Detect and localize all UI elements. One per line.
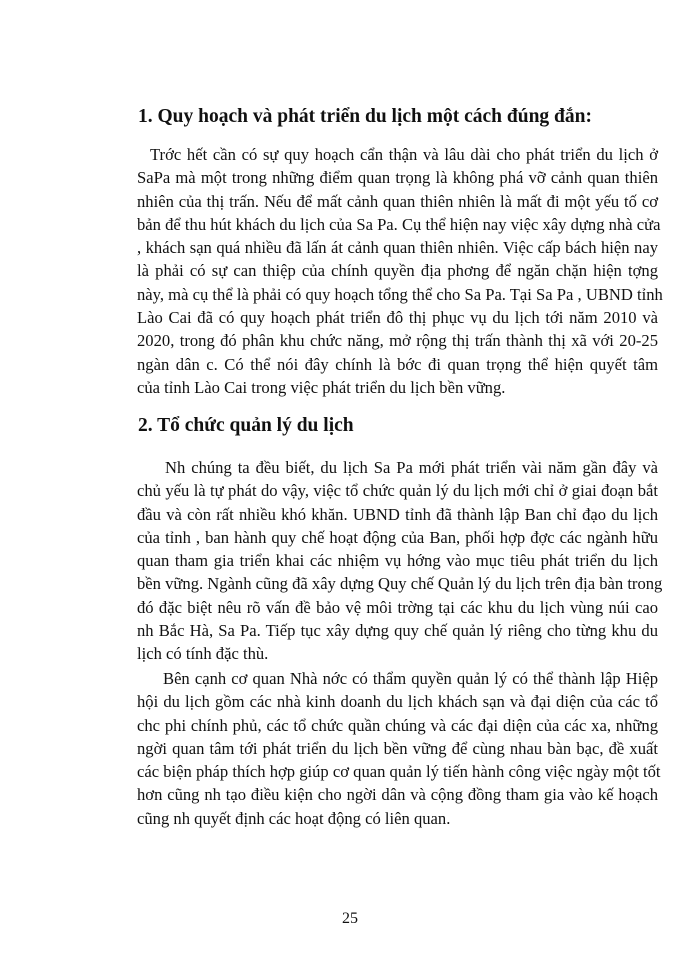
text-line: SaPa mà một trong những điểm quan trọng là không phá vỡ cảnh quan thiên [137, 168, 658, 188]
page-number: 25 [342, 910, 358, 927]
text-line: của tỉnh Lào Cai trong việc phát triển du lịch bền vững. [137, 377, 506, 397]
text-line: đầu và còn rất nhiều khó khăn. UBND tỉnh đã thành lập Ban chỉ đạo du lịch [137, 504, 658, 524]
text-line: chc phi chính phủ, các tổ chức quần chúng và các đại diện của các xa, những [137, 715, 658, 735]
text-line: là phải có sự can thiệp của chính quyền địa phơng để ngăn chặn hiện tợng [137, 261, 658, 281]
text-line: lịch có tính đặc thù. [137, 644, 269, 664]
text-line: ngời quan tâm tới phát triển du lịch bền vững để cùng nhau bàn bạc, đề xuất [137, 738, 658, 758]
text-line: nhiên của thị trấn. Nếu để mất cảnh quan thiên nhiên là mất đi một yếu tố cơ [137, 191, 658, 211]
text-line: bền vững. Ngành cũng đã xây dựng Quy chế Quản lý du lịch trên địa bàn trong [137, 574, 663, 594]
text-line: chủ yếu là tự phát do vậy, việc tổ chức quản lý du lịch mới chỉ ở giai đoạn bắt [137, 481, 658, 501]
text-line: cũng nh quyết định các hoạt động có liên quan. [137, 808, 451, 828]
text-line: đó đặc biệt nêu rõ vấn đề bảo vệ môi trờng tại các khu du lịch vùng núi cao [137, 597, 658, 617]
section-2-heading: 2. Tổ chức quản lý du lịch [138, 415, 354, 436]
text-line: Trớc hết cần có sự quy hoạch cẩn thận và lâu dài cho phát triển du lịch ở [150, 145, 658, 164]
section-2-paragraph-1 [137, 456, 663, 666]
text-line: Lào Cai đã có quy hoạch phát triển đô thị phục vụ du lịch tới năm 2010 và [137, 308, 658, 328]
text-line: , khách sạn quá nhiều đã lấn át cảnh quan thiên nhiên. Việc cấp bách hiện nay [137, 238, 658, 258]
section-1-paragraph [137, 143, 663, 399]
text-line: nh Bắc Hà, Sa Pa. Tiếp tục xây dựng quy chế quản lý riêng cho từng khu du [137, 621, 658, 641]
text-line: này, mà cụ thể là phải có quy hoạch tổng thể cho Sa Pa. Tại Sa Pa , UBND tỉnh [137, 284, 663, 304]
text-line: bản để thu hút khách du lịch của Sa Pa. Cụ thể hiện nay việc xây dựng nhà cửa [137, 214, 661, 234]
section-2-paragraph-2 [137, 667, 661, 830]
section-1-heading: 1. Quy hoạch và phát triển du lịch một cách đúng đắn: [138, 106, 592, 127]
text-line: các biện pháp thích hợp giúp cơ quan quản lý tiến hành công việc ngày một tốt [137, 762, 661, 782]
text-line: hội du lịch gồm các nhà kinh doanh du lịch khách sạn và đại diện của các tổ [137, 692, 658, 712]
text-line: Bên cạnh cơ quan Nhà nớc có thẩm quyền quản lý có thể thành lập Hiệp [163, 669, 658, 688]
text-line: ngàn dân c. Có thể nói đây chính là bớc đi quan trọng thể hiện quyết tâm [137, 354, 658, 374]
text-line: Nh chúng ta đều biết, du lịch Sa Pa mới phát triển vài năm gần đây và [165, 458, 658, 477]
text-line: 2020, trong đó phân khu chức năng, mở rộng thị trấn thành thị xã với 20-25 [137, 331, 658, 351]
text-line: hơn cũng nh tạo điều kiện cho ngời dân và cộng đồng tham gia vào kế hoạch [137, 785, 658, 805]
text-line: của tỉnh , ban hành quy chế hoạt động của Ban, phối hợp đợc các ngành hữu [137, 527, 658, 547]
text-line: quan tham gia triển khai các nhiệm vụ hớng vào mục tiêu phát triển du lịch [137, 551, 658, 571]
